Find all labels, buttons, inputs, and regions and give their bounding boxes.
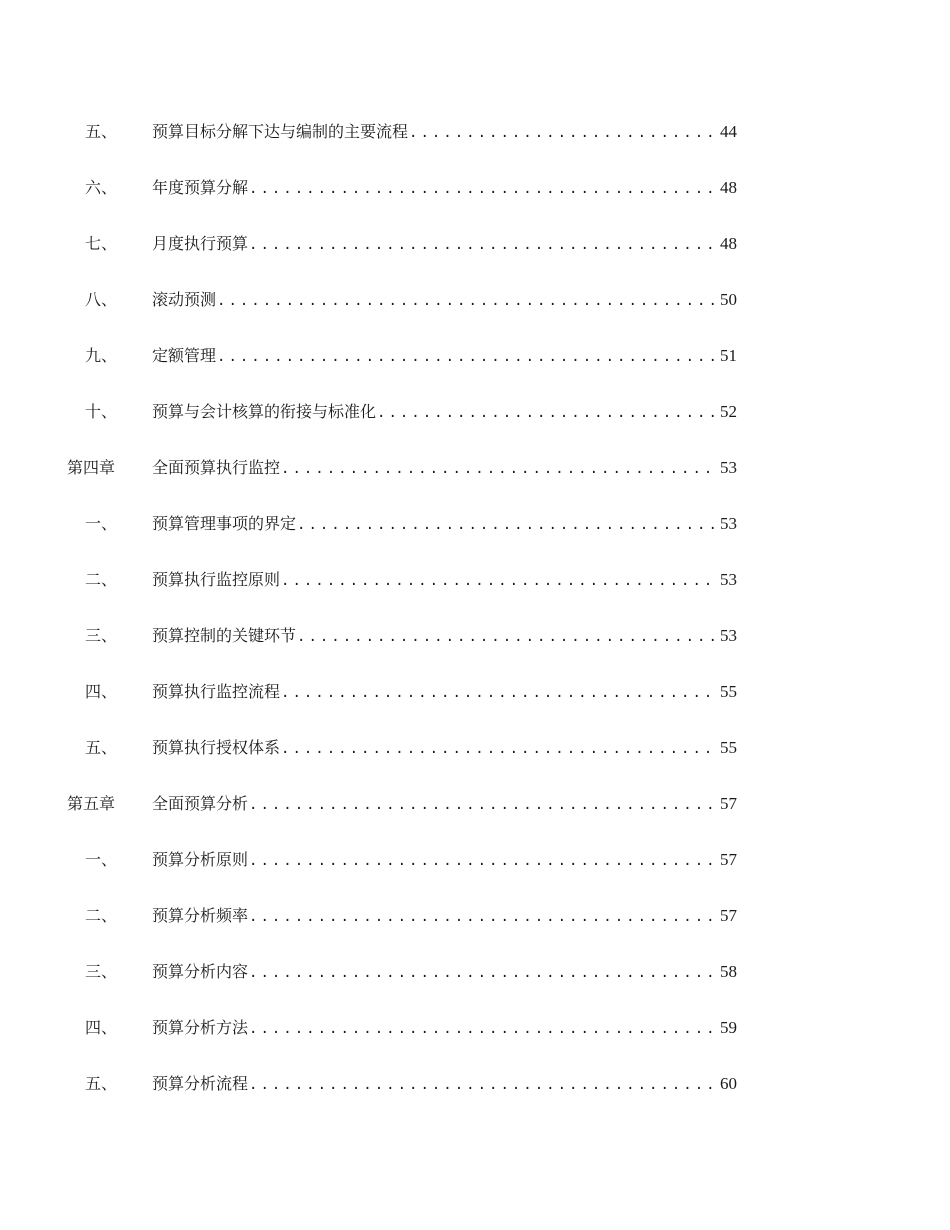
- entry-line: [152, 229, 737, 260]
- entry-title: 定额管理: [152, 346, 217, 365]
- toc-entry[interactable]: [0, 509, 950, 539]
- toc-entry[interactable]: [0, 1013, 950, 1043]
- dot-leader: [297, 510, 718, 540]
- entry-title: 预算与会计核算的衔接与标准化: [152, 402, 377, 421]
- entry-number: 九、: [85, 346, 118, 365]
- entry-number: 四、: [85, 1018, 118, 1037]
- entry-number: 三、: [85, 626, 118, 645]
- entry-title: 预算执行授权体系: [152, 738, 281, 757]
- toc-entry[interactable]: [0, 565, 950, 595]
- entry-page-number: 53: [720, 626, 737, 645]
- entry-page-number: 58: [720, 962, 737, 981]
- entry-line: [152, 173, 737, 204]
- dot-leader: [281, 566, 718, 596]
- entry-title: 年度预算分解: [152, 178, 249, 197]
- entry-page-number: 55: [720, 682, 737, 701]
- toc-entry[interactable]: [0, 957, 950, 987]
- entry-page-number: 57: [720, 794, 737, 813]
- entry-number: 五、: [85, 1074, 118, 1093]
- dot-leader: [409, 118, 718, 148]
- entry-page-number: 53: [720, 458, 737, 477]
- entry-line: [152, 789, 737, 820]
- entry-page-number: 53: [720, 514, 737, 533]
- entry-page-number: 50: [720, 290, 737, 309]
- entry-title: 预算控制的关键环节: [152, 626, 297, 645]
- dot-leader: [281, 454, 718, 484]
- toc-entry[interactable]: [0, 733, 950, 763]
- toc-entry[interactable]: [0, 285, 950, 315]
- dot-leader: [377, 398, 718, 428]
- dot-leader: [281, 678, 718, 708]
- entry-line: [152, 1069, 737, 1100]
- entry-line: [152, 733, 737, 764]
- entry-page-number: 57: [720, 906, 737, 925]
- entry-number: 八、: [85, 290, 118, 309]
- dot-leader: [217, 286, 718, 316]
- entry-line: [152, 565, 737, 596]
- dot-leader: [249, 958, 718, 988]
- entry-line: [152, 397, 737, 428]
- entry-line: [152, 621, 737, 652]
- dot-leader: [249, 1070, 718, 1100]
- entry-number: 一、: [85, 514, 118, 533]
- entry-title: 预算执行监控原则: [152, 570, 281, 589]
- dot-leader: [249, 230, 718, 260]
- entry-title: 预算管理事项的界定: [152, 514, 297, 533]
- entry-line: [152, 1013, 737, 1044]
- entry-number: 十、: [85, 402, 118, 421]
- entry-page-number: 59: [720, 1018, 737, 1037]
- entry-line: [152, 957, 737, 988]
- toc-entry[interactable]: [0, 341, 950, 371]
- entry-title: 滚动预测: [152, 290, 217, 309]
- toc-entry[interactable]: [0, 677, 950, 707]
- entry-page-number: 48: [720, 178, 737, 197]
- entry-page-number: 53: [720, 570, 737, 589]
- entry-title: 预算目标分解下达与编制的主要流程: [152, 122, 409, 141]
- entry-title: 全面预算执行监控: [152, 458, 281, 477]
- entry-title: 全面预算分析: [152, 794, 249, 813]
- entry-title: 预算分析原则: [152, 850, 249, 869]
- dot-leader: [217, 342, 718, 372]
- entry-page-number: 51: [720, 346, 737, 365]
- entry-title: 预算执行监控流程: [152, 682, 281, 701]
- entry-title: 预算分析内容: [152, 962, 249, 981]
- entry-title: 预算分析频率: [152, 906, 249, 925]
- entry-page-number: 57: [720, 850, 737, 869]
- toc-entry[interactable]: [0, 117, 950, 147]
- dot-leader: [249, 846, 718, 876]
- entry-page-number: 48: [720, 234, 737, 253]
- entry-page-number: 60: [720, 1074, 737, 1093]
- toc-chapter-entry[interactable]: [0, 453, 950, 483]
- entry-line: [152, 341, 737, 372]
- entry-page-number: 55: [720, 738, 737, 757]
- entry-line: [152, 509, 737, 540]
- toc-entry[interactable]: [0, 1069, 950, 1099]
- dot-leader: [249, 790, 718, 820]
- dot-leader: [297, 622, 718, 652]
- entry-page-number: 52: [720, 402, 737, 421]
- toc-entry[interactable]: [0, 845, 950, 875]
- entry-page-number: 44: [720, 122, 737, 141]
- dot-leader: [249, 902, 718, 932]
- entry-number: 三、: [85, 962, 118, 981]
- entry-number: 四、: [85, 682, 118, 701]
- entry-line: [152, 117, 737, 148]
- entry-number: 七、: [85, 234, 118, 253]
- entry-number: 一、: [85, 850, 118, 869]
- toc-entry[interactable]: [0, 229, 950, 259]
- entry-title: 月度执行预算: [152, 234, 249, 253]
- entry-line: [152, 677, 737, 708]
- chapter-number: 第四章: [67, 458, 116, 477]
- entry-line: [152, 901, 737, 932]
- entry-title: 预算分析方法: [152, 1018, 249, 1037]
- entry-number: 五、: [85, 738, 118, 757]
- toc-entry[interactable]: [0, 397, 950, 427]
- toc-entry[interactable]: [0, 173, 950, 203]
- chapter-number: 第五章: [67, 794, 116, 813]
- entry-line: [152, 845, 737, 876]
- entry-line: [152, 285, 737, 316]
- toc-chapter-entry[interactable]: [0, 789, 950, 819]
- dot-leader: [281, 734, 718, 764]
- dot-leader: [249, 1014, 718, 1044]
- entry-title: 预算分析流程: [152, 1074, 249, 1093]
- toc-entry[interactable]: [0, 901, 950, 931]
- entry-number: 二、: [85, 906, 118, 925]
- entry-number: 二、: [85, 570, 118, 589]
- entry-number: 五、: [85, 122, 118, 141]
- dot-leader: [249, 174, 718, 204]
- entry-number: 六、: [85, 178, 118, 197]
- toc-entry[interactable]: [0, 621, 950, 651]
- entry-line: [152, 453, 737, 484]
